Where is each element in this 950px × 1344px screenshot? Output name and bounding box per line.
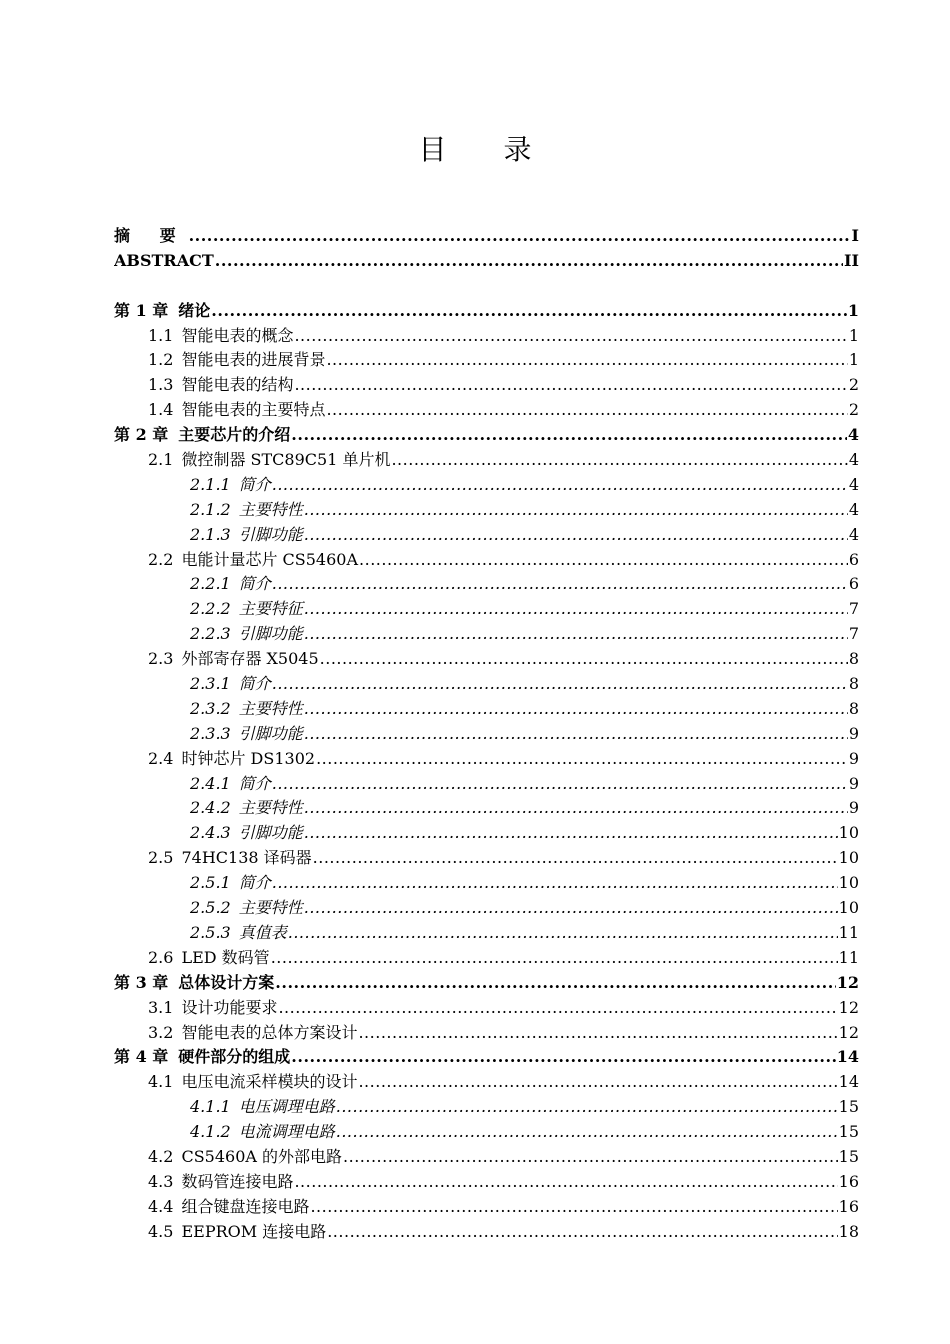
- toc-entry-page: 4: [848, 524, 859, 544]
- dot-leader: [310, 1195, 837, 1220]
- toc-entry-page: 10: [838, 848, 859, 868]
- toc-entry[interactable]: [114, 1195, 859, 1220]
- toc-entry-number: 4.4: [148, 1196, 174, 1216]
- dot-leader: [304, 697, 848, 722]
- toc-entry-page: 8: [848, 698, 859, 718]
- toc-entry-title: 简介: [238, 674, 271, 694]
- toc-entry[interactable]: [114, 299, 859, 324]
- toc-entry-number: 4.1: [148, 1072, 174, 1092]
- dot-leader: [294, 1170, 837, 1195]
- toc-entry[interactable]: [114, 498, 859, 523]
- dot-leader: [304, 523, 848, 548]
- dot-leader: [316, 747, 848, 772]
- toc-entry-page: 10: [838, 898, 859, 918]
- toc-entry-page: 1: [848, 350, 859, 370]
- toc-entry-page: 9: [848, 773, 859, 793]
- toc-entry-title: 电流调理电路: [238, 1122, 335, 1142]
- toc-entry-page: 10: [838, 823, 859, 843]
- toc-entry-page: 15: [838, 1146, 859, 1166]
- toc-entry[interactable]: [114, 722, 859, 747]
- dot-leader: [278, 996, 837, 1021]
- dot-leader: [358, 1021, 837, 1046]
- toc-entry-number: 第 1 章: [114, 300, 169, 320]
- table-of-contents: [114, 224, 859, 1245]
- toc-entry-title: 硬件部分的组成: [178, 1047, 291, 1067]
- page-title: 目 录: [418, 133, 556, 166]
- toc-entry-page: 18: [838, 1221, 859, 1241]
- toc-entry-page: 2: [848, 375, 859, 395]
- dot-leader: [343, 1145, 838, 1170]
- toc-entry-number: 2.3.1: [190, 674, 231, 694]
- toc-entry-page: 1: [848, 325, 859, 345]
- dot-leader: [275, 971, 835, 996]
- toc-entry[interactable]: [114, 1021, 859, 1046]
- dot-leader: [304, 896, 838, 921]
- toc-entry-title: 简介: [238, 773, 271, 793]
- toc-entry[interactable]: [114, 747, 859, 772]
- dot-leader: [215, 249, 843, 274]
- toc-entry[interactable]: [114, 996, 859, 1021]
- toc-entry[interactable]: [114, 622, 859, 647]
- toc-entry-title: ABSTRACT: [114, 250, 214, 270]
- toc-entry[interactable]: [114, 647, 859, 672]
- dot-leader: [304, 796, 848, 821]
- dot-leader: [359, 548, 848, 573]
- toc-entry-page: 8: [848, 674, 859, 694]
- dot-leader: [211, 299, 847, 324]
- toc-entry-number: 4.3: [148, 1171, 174, 1191]
- toc-entry[interactable]: [114, 672, 859, 697]
- dot-leader: [272, 871, 838, 896]
- toc-entry-page: 16: [838, 1196, 859, 1216]
- toc-entry[interactable]: [114, 224, 859, 249]
- toc-entry-page: 7: [848, 599, 859, 619]
- dot-leader: [358, 1070, 837, 1095]
- toc-entry-title: 数码管连接电路: [181, 1171, 294, 1191]
- dot-leader: [327, 1220, 837, 1245]
- toc-entry-title: 智能电表的总体方案设计: [181, 1022, 358, 1042]
- toc-entry[interactable]: [114, 1170, 859, 1195]
- toc-entry[interactable]: [114, 448, 859, 473]
- toc-entry-number: 2.3.3: [190, 723, 231, 743]
- dot-leader: [271, 946, 838, 971]
- toc-entry-number: 2.1.3: [190, 524, 231, 544]
- toc-entry-number: 2.3: [148, 649, 174, 669]
- toc-entry[interactable]: [114, 398, 859, 423]
- toc-entry-page: 8: [848, 649, 859, 669]
- toc-entry-number: 2.4: [148, 748, 174, 768]
- toc-entry-page: 10: [838, 873, 859, 893]
- toc-entry-title: 电压调理电路: [238, 1097, 335, 1117]
- toc-entry-title: 引脚功能: [238, 524, 303, 544]
- dot-leader: [294, 324, 847, 349]
- dot-leader: [391, 448, 847, 473]
- toc-entry[interactable]: [114, 1220, 859, 1245]
- toc-entry[interactable]: [114, 1095, 859, 1120]
- toc-entry-number: 2.5: [148, 848, 174, 868]
- toc-entry-number: 2.4.1: [190, 773, 231, 793]
- toc-entry-page: 6: [848, 574, 859, 594]
- toc-entry-page: 14: [836, 1047, 859, 1067]
- toc-entry-page: 1: [847, 300, 859, 320]
- toc-entry[interactable]: [114, 1045, 859, 1070]
- toc-entry-title: 简介: [238, 474, 271, 494]
- toc-entry-title: 时钟芯片 DS1302: [181, 748, 316, 768]
- toc-entry[interactable]: [114, 871, 859, 896]
- toc-entry-number: 2.2.1: [190, 574, 231, 594]
- toc-entry-title: 设计功能要求: [181, 997, 278, 1017]
- toc-entry[interactable]: [114, 324, 859, 349]
- toc-entry-title: 引脚功能: [238, 624, 303, 644]
- toc-entry-page: 15: [838, 1122, 859, 1142]
- toc-entry-page: 12: [838, 997, 859, 1017]
- toc-entry-title: 引脚功能: [238, 723, 303, 743]
- toc-entry[interactable]: [114, 597, 859, 622]
- toc-entry-page: II: [844, 250, 859, 270]
- toc-entry[interactable]: [114, 821, 859, 846]
- toc-entry-number: 第 2 章: [114, 425, 169, 445]
- toc-entry-number: 2.1: [148, 450, 174, 470]
- toc-entry-title: 主要特性: [238, 798, 303, 818]
- dot-leader: [313, 846, 838, 871]
- toc-entry-title: 真值表: [238, 922, 287, 942]
- toc-entry-number: 1.3: [148, 375, 174, 395]
- dot-leader: [288, 921, 838, 946]
- toc-entry-title: CS5460A 的外部电路: [181, 1146, 343, 1166]
- toc-entry-title: 总体设计方案: [178, 972, 275, 992]
- dot-leader: [326, 398, 847, 423]
- toc-entry-number: 2.5.1: [190, 873, 231, 893]
- toc-entry[interactable]: [114, 572, 859, 597]
- toc-entry-number: 3.2: [148, 1022, 174, 1042]
- dot-leader: [326, 348, 847, 373]
- toc-entry-title: 主要特性: [238, 499, 303, 519]
- dot-leader: [304, 722, 848, 747]
- toc-entry[interactable]: [114, 1145, 859, 1170]
- dot-leader: [272, 672, 848, 697]
- toc-entry[interactable]: [114, 1120, 859, 1145]
- toc-entry-title: 主要芯片的介绍: [178, 425, 291, 445]
- toc-entry-number: 1.4: [148, 400, 174, 420]
- toc-entry[interactable]: [114, 373, 859, 398]
- toc-entry-number: 2.5.3: [190, 922, 231, 942]
- toc-entry[interactable]: [114, 896, 859, 921]
- dot-leader: [291, 1045, 835, 1070]
- toc-entry-page: 16: [838, 1171, 859, 1191]
- toc-entry[interactable]: [114, 971, 859, 996]
- toc-entry-title: 智能电表的结构: [181, 375, 294, 395]
- toc-entry-number: 2.4.2: [190, 798, 231, 818]
- toc-entry-title: 智能电表的概念: [181, 325, 294, 345]
- toc-entry[interactable]: [114, 921, 859, 946]
- toc-entry-title: 74HC138 译码器: [181, 848, 312, 868]
- dot-leader: [294, 373, 847, 398]
- toc-entry-number: 4.2: [148, 1146, 174, 1166]
- toc-entry-page: 7: [848, 624, 859, 644]
- toc-entry-number: 2.1.1: [190, 474, 231, 494]
- dot-leader: [304, 498, 848, 523]
- toc-entry[interactable]: [114, 846, 859, 871]
- toc-entry-number: 2.1.2: [190, 499, 231, 519]
- toc-entry-page: 15: [838, 1097, 859, 1117]
- toc-entry[interactable]: [114, 697, 859, 722]
- toc-entry-title: 简介: [238, 873, 271, 893]
- dot-leader: [304, 821, 838, 846]
- toc-entry-number: 2.3.2: [190, 698, 231, 718]
- toc-entry-title: 智能电表的主要特点: [181, 400, 326, 420]
- toc-entry-title: 外部寄存器 X5045: [181, 649, 319, 669]
- toc-entry-number: 第 3 章: [114, 972, 169, 992]
- toc-entry-number: 第 4 章: [114, 1047, 169, 1067]
- toc-entry-page: 11: [838, 947, 859, 967]
- toc-entry[interactable]: [114, 772, 859, 797]
- toc-entry-number: 2.2.3: [190, 624, 231, 644]
- toc-entry-page: 9: [848, 723, 859, 743]
- toc-entry-title: 主要特性: [238, 898, 303, 918]
- toc-entry[interactable]: [114, 796, 859, 821]
- toc-entry-page: I: [851, 226, 859, 245]
- toc-entry[interactable]: [114, 1070, 859, 1095]
- toc-entry-page: 6: [848, 549, 859, 569]
- toc-entry-page: 4: [848, 499, 859, 519]
- toc-entry[interactable]: [114, 548, 859, 573]
- dot-leader: [336, 1120, 838, 1145]
- toc-entry-page: 11: [838, 922, 859, 942]
- toc-entry-number: 1.2: [148, 350, 174, 370]
- toc-entry-number: 2.2.2: [190, 599, 231, 619]
- toc-entry-title: 引脚功能: [238, 823, 303, 843]
- toc-entry-number: 2.2: [148, 549, 174, 569]
- toc-entry-page: 9: [848, 798, 859, 818]
- toc-entry-title: 电能计量芯片 CS5460A: [181, 549, 359, 569]
- toc-entry[interactable]: [114, 348, 859, 373]
- dot-leader: [291, 423, 847, 448]
- dot-leader: [272, 473, 848, 498]
- dot-leader: [304, 597, 848, 622]
- toc-entry[interactable]: [114, 423, 859, 448]
- toc-entry-page: 4: [848, 474, 859, 494]
- toc-entry-page: 4: [848, 450, 859, 470]
- toc-entry-title: 电压电流采样模块的设计: [181, 1072, 358, 1092]
- toc-entry-title: 简介: [238, 574, 271, 594]
- toc-entry-title: 微控制器 STC89C51 单片机: [181, 450, 391, 470]
- toc-entry-number: 4.1.2: [190, 1122, 231, 1142]
- toc-entry-title: 主要特征: [238, 599, 303, 619]
- toc-entry-number: 2.6: [148, 947, 174, 967]
- toc-entry-title: LED 数码管: [181, 947, 270, 967]
- dot-leader: [272, 572, 848, 597]
- dot-leader: [336, 1095, 838, 1120]
- toc-entry-number: 1.1: [148, 325, 174, 345]
- toc-entry[interactable]: [114, 946, 859, 971]
- toc-entry-page: 12: [836, 972, 859, 992]
- toc-entry-page: 2: [848, 400, 859, 420]
- toc-entry[interactable]: [114, 473, 859, 498]
- toc-entry-number: 2.4.3: [190, 823, 231, 843]
- toc-entry-title: 主要特性: [238, 698, 303, 718]
- toc-entry-title: 摘 要: [114, 226, 188, 245]
- toc-entry-number: 4.1.1: [190, 1097, 231, 1117]
- toc-entry-page: 14: [838, 1072, 859, 1092]
- dot-leader: [272, 772, 848, 797]
- toc-entry-title: 组合键盘连接电路: [181, 1196, 310, 1216]
- dot-leader: [304, 622, 848, 647]
- dot-leader: [320, 647, 848, 672]
- toc-entry-number: 3.1: [148, 997, 174, 1017]
- toc-entry-page: 9: [848, 748, 859, 768]
- toc-entry-page: 12: [838, 1022, 859, 1042]
- toc-entry[interactable]: [114, 523, 859, 548]
- toc-entry[interactable]: [114, 249, 859, 274]
- toc-entry-number: 2.5.2: [190, 898, 231, 918]
- toc-entry-number: 4.5: [148, 1221, 174, 1241]
- dot-leader: [189, 224, 851, 249]
- toc-entry-page: 4: [847, 425, 859, 445]
- toc-entry-title: 绪论: [178, 300, 211, 320]
- toc-entry-title: 智能电表的进展背景: [181, 350, 326, 370]
- toc-entry-title: EEPROM 连接电路: [181, 1221, 327, 1241]
